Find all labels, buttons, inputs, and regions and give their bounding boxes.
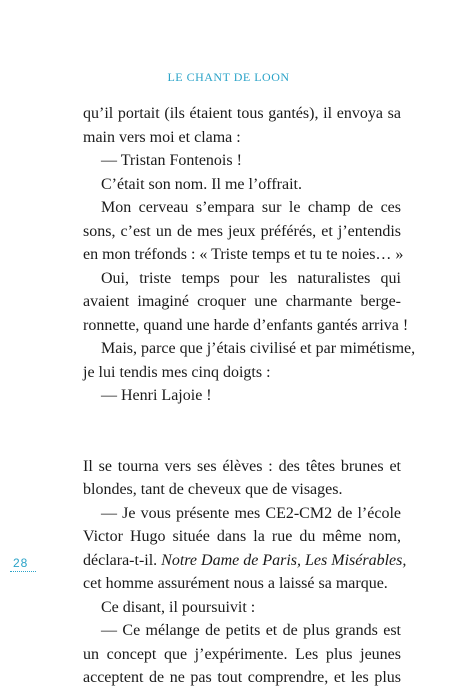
text-line: Victor Hugo située dans la rue du même nom, bbox=[83, 528, 401, 545]
dialogue-line: — Henri Lajoie ! bbox=[101, 387, 212, 404]
text-line: Mon cerveau s’empara sur le champ de ces bbox=[101, 199, 401, 216]
text-line: je lui tendis mes cinq doigts : bbox=[83, 363, 271, 381]
body-text bbox=[83, 102, 416, 690]
text-line: ronnette, quand une harde d’enfants gantés arriva ! bbox=[83, 316, 409, 334]
text-line: sons, c’est un de mes jeux préférés, et j’entendis bbox=[83, 222, 401, 240]
text-fragment: déclara-t-il. bbox=[83, 551, 162, 569]
dialogue-line: — Tristan Fontenois ! bbox=[101, 152, 242, 169]
text-line: C’était son nom. Il me l’offrait. bbox=[101, 175, 302, 193]
page-number-rule bbox=[10, 571, 36, 572]
text-line: un concept que j’expérimente. Les plus jeunes bbox=[83, 645, 401, 663]
running-head: LE CHANT DE LOON bbox=[167, 70, 290, 84]
dialogue-line: — Ce mélange de petits et de plus grands est bbox=[101, 622, 401, 639]
dialogue-line: — Je vous présente mes CE2-CM2 de l’école bbox=[101, 504, 401, 522]
text-line: Mais, parce que j’étais civilisé et par mimétisme, bbox=[101, 340, 416, 357]
text-line: blondes, tant de cheveux que de visages. bbox=[83, 481, 343, 498]
section-break bbox=[83, 408, 401, 432]
text-line: en mon tréfonds : « Triste temps et tu te noies… » bbox=[83, 246, 404, 263]
text-line: Il se tourna vers ses élèves : des têtes brunes et bbox=[83, 457, 401, 475]
text-line bbox=[83, 549, 407, 573]
text-line: acceptent de ne pas tout comprendre, et les plus bbox=[83, 669, 401, 686]
section-break bbox=[83, 431, 401, 455]
page-number: 28 bbox=[13, 556, 29, 570]
text-line: main vers moi et clama : bbox=[83, 128, 241, 146]
text-line: Oui, triste temps pour les naturalistes qui bbox=[101, 269, 401, 287]
italic-titles: Notre Dame de Paris, Les Misérables, bbox=[161, 551, 407, 569]
text-line: avaient imaginé croquer une charmante berge- bbox=[83, 293, 401, 310]
text-line: qu’il portait (ils étaient tous gantés), il envoya sa bbox=[83, 105, 401, 122]
text-line: cet homme assurément nous a laissé sa marque. bbox=[83, 575, 388, 592]
text-line: Ce disant, il poursuivit : bbox=[101, 598, 256, 616]
